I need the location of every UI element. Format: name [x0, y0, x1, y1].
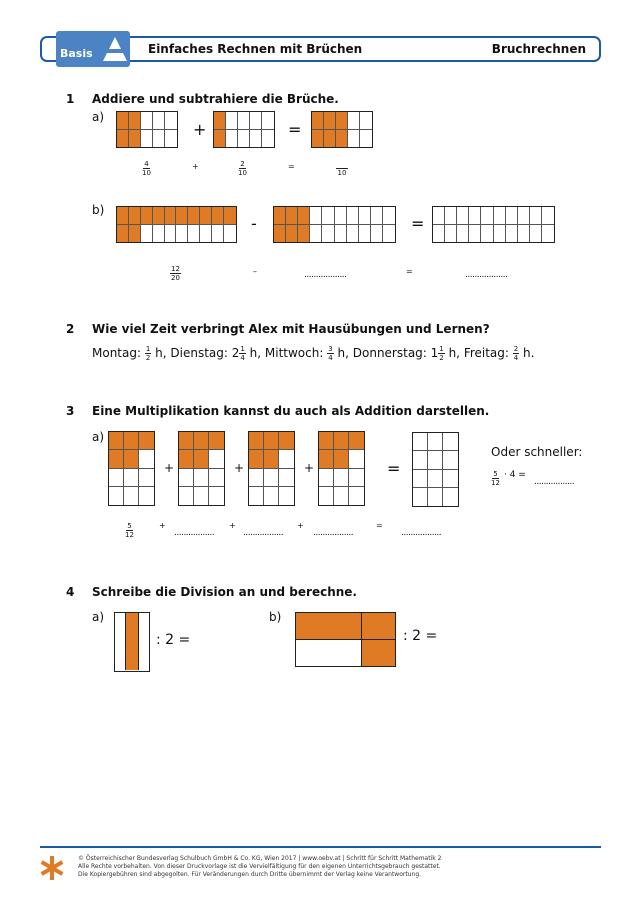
grid-cell: [443, 451, 458, 469]
grid-cell: [348, 112, 360, 130]
grid-cell: [334, 487, 349, 505]
task3-number: 3: [66, 404, 75, 418]
grid-cell: [335, 207, 347, 225]
grid-cell: [334, 469, 349, 487]
grid-cell: [194, 450, 209, 468]
grid-cell: [188, 207, 200, 225]
grid-cell: [117, 207, 129, 225]
grid-cell: [250, 130, 262, 148]
grid-cell: [129, 112, 141, 130]
grid-cell: [279, 450, 294, 468]
answer-blank[interactable]: ..................: [465, 270, 508, 280]
task1b-label: b): [92, 203, 105, 217]
grid-cell: [226, 130, 238, 148]
grid-cell: [176, 225, 188, 243]
grid-cell: [139, 432, 154, 450]
grid-cell: [214, 112, 226, 130]
grid-cell: [109, 450, 124, 468]
grid-cell: [443, 433, 458, 451]
faster-label: Oder schneller:: [491, 445, 583, 459]
grid-cell: [117, 112, 129, 130]
grid-cell: [176, 207, 188, 225]
star-logo-icon: [40, 855, 64, 881]
grid-cell: [109, 487, 124, 505]
fraction-grid: [213, 111, 275, 148]
grid-cell: [322, 207, 334, 225]
fraction-a-result[interactable]: 10: [336, 158, 348, 177]
grid-cell: [124, 450, 139, 468]
grid-cell: [194, 487, 209, 505]
topic-label: Bruchrechnen: [491, 42, 586, 56]
grid-cell: [518, 225, 530, 243]
grid-cell: [413, 488, 428, 506]
fraction-b1: $\frac{12}{20}$: [171, 265, 180, 282]
grid-cell: [336, 130, 348, 148]
grid-cell: [212, 225, 224, 243]
grid-cell: [310, 207, 322, 225]
minus-sign-small: –: [253, 267, 257, 276]
task2-title: Wie viel Zeit verbringt Alex mit Hausübungen und Lernen?: [92, 322, 490, 336]
footer-line3: Die Kopiergebühren sind abgegolten. Für Veränderungen durch Dritte übernimmt der Verlag keine Verantwortung.: [78, 871, 422, 878]
fraction-grid: [273, 206, 396, 243]
grid-cell: [312, 130, 324, 148]
grid-cell: [506, 225, 518, 243]
equals-sign-small: =: [376, 521, 383, 530]
answer-blank[interactable]: .................: [401, 528, 442, 538]
grid-cell: [347, 207, 359, 225]
grid-cell: [264, 450, 279, 468]
fraction-row-first: $\frac{5}{12}$: [125, 522, 134, 539]
grid-cell: [264, 487, 279, 505]
grid-cell: [249, 469, 264, 487]
grid-cell: [274, 207, 286, 225]
grid-cell: [530, 207, 542, 225]
grid-cell: [179, 487, 194, 505]
grid-cell: [298, 207, 310, 225]
grid-cell: [109, 469, 124, 487]
grid-cell: [117, 225, 129, 243]
grid-cell: [445, 207, 457, 225]
task4a-label: a): [92, 610, 105, 624]
plus-sign: +: [304, 461, 315, 475]
grid-cell: [224, 225, 236, 243]
answer-blank[interactable]: .................: [313, 528, 354, 538]
fraction-grid: [116, 111, 178, 148]
grid-cell: [443, 470, 458, 488]
fraction-grid: [318, 431, 365, 506]
grid-cell: [349, 450, 364, 468]
grid-cell: [179, 450, 194, 468]
answer-blank[interactable]: .................: [174, 528, 215, 538]
grid-cell: [249, 487, 264, 505]
shaded-strip: [125, 613, 139, 670]
grid-cell: [209, 432, 224, 450]
basis-label: Basis: [60, 47, 93, 60]
grid-cell: [264, 432, 279, 450]
answer-blank[interactable]: .................: [534, 477, 575, 487]
grid-cell: [139, 487, 154, 505]
footer-line2: Alle Rechte vorbehalten. Von dieser Druckvorlage ist die Vervielfältigung für den eigenen Unterrichtsgebrauch gestattet.: [78, 863, 441, 870]
equals-sign: =: [411, 214, 425, 233]
grid-cell: [349, 469, 364, 487]
plus-sign: +: [234, 461, 245, 475]
grid-cell: [413, 470, 428, 488]
weekday-times: [92, 345, 534, 362]
grid-cell: [124, 487, 139, 505]
grid-cell: [335, 225, 347, 243]
grid-cell: [109, 432, 124, 450]
grid-cell: [371, 207, 383, 225]
fraction-grid: [108, 431, 155, 506]
grid-cell: [129, 207, 141, 225]
grid-cell: [194, 469, 209, 487]
grid-cell: [360, 112, 372, 130]
grid-cell: [286, 207, 298, 225]
grid-cell: [274, 225, 286, 243]
grid-cell: [428, 433, 443, 451]
grid-cell: [153, 112, 165, 130]
task1-number: 1: [66, 92, 75, 106]
grid-cell: [481, 225, 493, 243]
grid-cell: [238, 130, 250, 148]
task4b-label: b): [269, 610, 282, 624]
grid-cell: [428, 488, 443, 506]
weekday-entry: Freitag: $\frac{2}{4}$ h.: [463, 345, 535, 362]
weekday-entry: Montag: $\frac{1}{2}$ h,: [92, 345, 171, 362]
grid-cell: [141, 207, 153, 225]
grid-cell: [209, 487, 224, 505]
grid-cell: [518, 207, 530, 225]
grid-cell: [319, 487, 334, 505]
footer-text: [78, 855, 441, 879]
grid-cell: [249, 450, 264, 468]
weekday-entry: Dienstag: 2 $\frac{1}{4}$ h,: [170, 345, 265, 362]
grid-cell: [200, 207, 212, 225]
grid-cell: [141, 130, 153, 148]
grid-cell: [141, 112, 153, 130]
grid-cell: [153, 225, 165, 243]
plus-sign: +: [193, 120, 207, 139]
grid-cell: [360, 130, 372, 148]
grid-cell: [383, 225, 395, 243]
task1-title: Addiere und subtrahiere die Brüche.: [92, 92, 339, 106]
grid-cell: [286, 225, 298, 243]
plus-sign-small: +: [192, 162, 199, 171]
grid-cell: [179, 432, 194, 450]
task4-number: 4: [66, 585, 75, 599]
task3a-label: a): [92, 430, 105, 444]
plus-sign-small: +: [159, 521, 166, 530]
grid-cell: [279, 469, 294, 487]
fraction-a1: $\frac{4}{10}$: [142, 160, 151, 177]
grid-cell: [413, 451, 428, 469]
grid-cell: [209, 469, 224, 487]
grid-cell: [359, 225, 371, 243]
fraction-grid: [116, 206, 237, 243]
grid-cell: [224, 207, 236, 225]
grid-cell: [124, 469, 139, 487]
grid-cell: [413, 433, 428, 451]
grid-cell: [165, 207, 177, 225]
grid-cell: [194, 432, 209, 450]
fraction-a2: $\frac{2}{10}$: [238, 160, 247, 177]
grid-cell: [139, 469, 154, 487]
grid-cell: [165, 225, 177, 243]
equals-sign-small: =: [406, 267, 413, 276]
grid-cell: [371, 225, 383, 243]
basis-badge: [56, 31, 130, 67]
plus-sign-small: +: [229, 521, 236, 530]
grid-cell: [494, 225, 506, 243]
division-rect-b: [295, 612, 396, 667]
equals-sign: =: [288, 120, 302, 139]
grid-cell: [433, 207, 445, 225]
divide-by-two: : 2 =: [403, 628, 438, 644]
grid-cell: [312, 112, 324, 130]
times-four: · 4 =: [504, 470, 526, 480]
grid-cell: [428, 451, 443, 469]
fraction-5-12: $\frac{5}{12}$: [491, 470, 500, 487]
triangle-logo-icon: [102, 35, 128, 63]
grid-cell: [117, 130, 129, 148]
grid-cell: [428, 470, 443, 488]
grid-cell: [383, 207, 395, 225]
grid-cell: [124, 432, 139, 450]
grid-cell: [530, 225, 542, 243]
grid-cell: [359, 207, 371, 225]
grid-cell: [348, 130, 360, 148]
task1a-label: a): [92, 110, 105, 124]
grid-cell: [249, 432, 264, 450]
equals-sign: =: [387, 459, 401, 478]
grid-cell: [153, 130, 165, 148]
grid-cell: [262, 130, 274, 148]
grid-cell: [141, 225, 153, 243]
grid-cell: [506, 207, 518, 225]
page-title: Einfaches Rechnen mit Brüchen: [148, 42, 363, 56]
plus-sign-small: +: [297, 521, 304, 530]
grid-cell: [238, 112, 250, 130]
grid-cell: [349, 487, 364, 505]
plus-sign: +: [164, 461, 175, 475]
grid-cell: [264, 469, 279, 487]
grid-cell: [310, 225, 322, 243]
grid-cell: [179, 469, 194, 487]
grid-cell: [322, 225, 334, 243]
grid-cell: [336, 112, 348, 130]
grid-cell: [324, 130, 336, 148]
fraction-grid: [248, 431, 295, 506]
answer-blank[interactable]: .................: [243, 528, 284, 538]
grid-cell: [319, 432, 334, 450]
answer-blank[interactable]: ..................: [304, 270, 347, 280]
weekday-entry: Mittwoch: $\frac{3}{4}$ h,: [264, 345, 353, 362]
grid-cell: [324, 112, 336, 130]
grid-cell: [165, 112, 177, 130]
division-rect-a: [114, 612, 150, 672]
footer-line1: © Österreichischer Bundesverlag Schulbuch GmbH & Co. KG, Wien 2017 | www.oebv.at | Schritt für Schritt Mathematik 2: [78, 855, 442, 862]
grid-cell: [200, 225, 212, 243]
grid-cell: [481, 207, 493, 225]
grid-cell: [494, 207, 506, 225]
grid-cell: [542, 207, 554, 225]
equals-sign-small: =: [288, 162, 295, 171]
grid-cell: [214, 130, 226, 148]
footer-line: [40, 846, 601, 848]
fraction-grid: [178, 431, 225, 506]
divide-by-two: : 2 =: [156, 632, 191, 648]
grid-cell: [542, 225, 554, 243]
grid-cell: [226, 112, 238, 130]
grid-cell: [469, 207, 481, 225]
grid-cell: [469, 225, 481, 243]
grid-cell: [129, 130, 141, 148]
grid-cell: [349, 432, 364, 450]
minus-sign: -: [251, 214, 257, 233]
grid-cell: [129, 225, 141, 243]
grid-cell: [209, 450, 224, 468]
grid-cell: [347, 225, 359, 243]
grid-cell: [212, 207, 224, 225]
grid-cell: [334, 450, 349, 468]
task4-title: Schreibe die Division an und berechne.: [92, 585, 357, 599]
grid-cell: [334, 432, 349, 450]
task2-number: 2: [66, 322, 75, 336]
grid-cell: [457, 207, 469, 225]
grid-cell: [319, 450, 334, 468]
weekday-entry: Donnerstag: 1 $\frac{1}{2}$ h,: [352, 345, 464, 362]
grid-cell: [298, 225, 310, 243]
grid-cell: [262, 112, 274, 130]
grid-cell: [139, 450, 154, 468]
grid-cell: [250, 112, 262, 130]
fraction-grid: [412, 432, 459, 507]
grid-cell: [279, 487, 294, 505]
task3-title: Eine Multiplikation kannst du auch als Addition darstellen.: [92, 404, 490, 418]
grid-cell: [443, 488, 458, 506]
grid-cell: [433, 225, 445, 243]
grid-cell: [153, 207, 165, 225]
grid-cell: [165, 130, 177, 148]
fraction-grid: [432, 206, 555, 243]
grid-cell: [319, 469, 334, 487]
grid-cell: [445, 225, 457, 243]
fraction-grid: [311, 111, 373, 148]
grid-cell: [188, 225, 200, 243]
grid-cell: [279, 432, 294, 450]
grid-cell: [457, 225, 469, 243]
